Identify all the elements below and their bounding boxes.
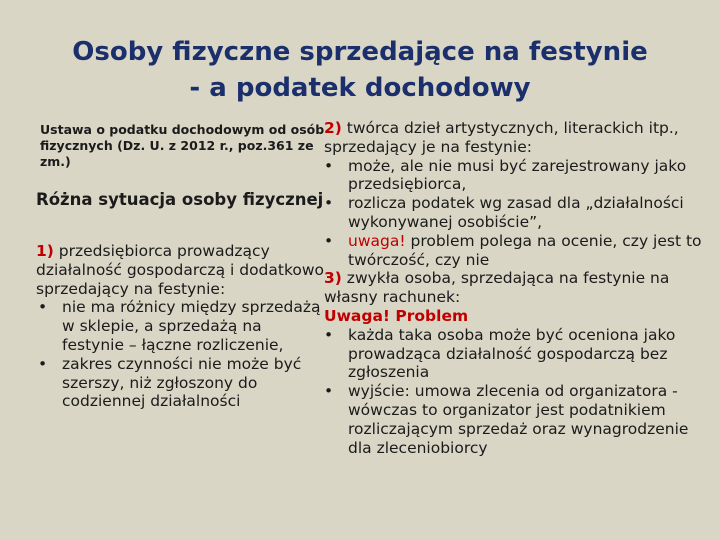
- case-2-bullet: [322, 232, 714, 270]
- case-2-bullet-text: może, ale nie musi być zarejestrowany jako przedsiębiorca,: [348, 156, 687, 194]
- case-1-bullet: [36, 298, 328, 354]
- case-3-bullet: [322, 382, 714, 457]
- bullet-icon: •: [324, 194, 334, 213]
- left-column: [36, 122, 328, 411]
- case-1-bullet-text: zakres czynności nie może być szerszy, niż zgłoszony do codziennej działalności: [62, 354, 302, 411]
- slide-title: [0, 34, 720, 106]
- case-1-bullet: [36, 355, 328, 411]
- case-2-bullet: [322, 157, 714, 195]
- case-3-intro: zwykła osoba, sprzedająca na festynie na własny rachunek:: [324, 269, 670, 307]
- case-3-warning: Uwaga! Problem: [324, 306, 469, 325]
- case-2-number: 2): [324, 119, 342, 137]
- bullet-icon: •: [324, 382, 334, 401]
- law-reference: Ustawa o podatku dochodowym od osób fizycznych (Dz. U. z 2012 r., poz.361 ze zm.): [40, 122, 325, 169]
- case-2-warning: uwaga!: [348, 231, 406, 250]
- case-2-bullets: [322, 157, 714, 270]
- bullet-icon: •: [38, 354, 48, 373]
- slide-title-line-2: - a podatek dochodowy: [189, 73, 531, 103]
- case-1-bullets: [36, 298, 328, 411]
- bullet-icon: •: [38, 298, 48, 317]
- case-2-intro: twórca dzieł artystycznych, literackich itp., sprzedający je na festynie:: [324, 119, 679, 156]
- case-1-bullet-text: nie ma różnicy między sprzedażą w sklepie, a sprzedażą na festynie – łączne rozliczenie,: [62, 298, 321, 354]
- case-2-bullet-text: rozlicza podatek wg zasad dla „działalności wykonywanej osobiście”,: [348, 194, 684, 231]
- bullet-icon: •: [324, 156, 334, 175]
- case-1-number: 1): [36, 242, 54, 260]
- case-2-bullet: [322, 194, 714, 232]
- case-3-bullet-text: wyjście: umowa zlecenia od organizatora - wówczas to organizator jest podatnikiem rozliczającym sprzedaż oraz wynagrodzenie dla zleceniobiorcy: [348, 382, 689, 457]
- case-3-bullet-text: każda taka osoba może być oceniona jako prowadząca działalność gospodarczą bez zgłoszenia: [348, 325, 676, 382]
- case-3-bullets: [322, 326, 714, 458]
- case-3-number: 3): [324, 269, 342, 288]
- slide-title-line-1: Osoby fizyczne sprzedające na festynie: [72, 37, 648, 67]
- case-2-bullet-text: problem polega na ocenie, czy jest to twórczość, czy nie: [348, 231, 702, 269]
- case-1-block: [36, 242, 328, 411]
- case-1-intro: przedsiębiorca prowadzący działalność gospodarczą i dodatkowo sprzedający na festynie:: [36, 242, 325, 298]
- case-2-intro-line: [322, 119, 714, 157]
- bullet-icon: •: [324, 325, 334, 344]
- right-column: [322, 119, 714, 457]
- bullet-icon: •: [324, 231, 334, 250]
- case-3-intro-line: [322, 269, 714, 307]
- case-3-bullet: [322, 326, 714, 382]
- section-heading: Różna sytuacja osoby fizycznej: [36, 190, 324, 209]
